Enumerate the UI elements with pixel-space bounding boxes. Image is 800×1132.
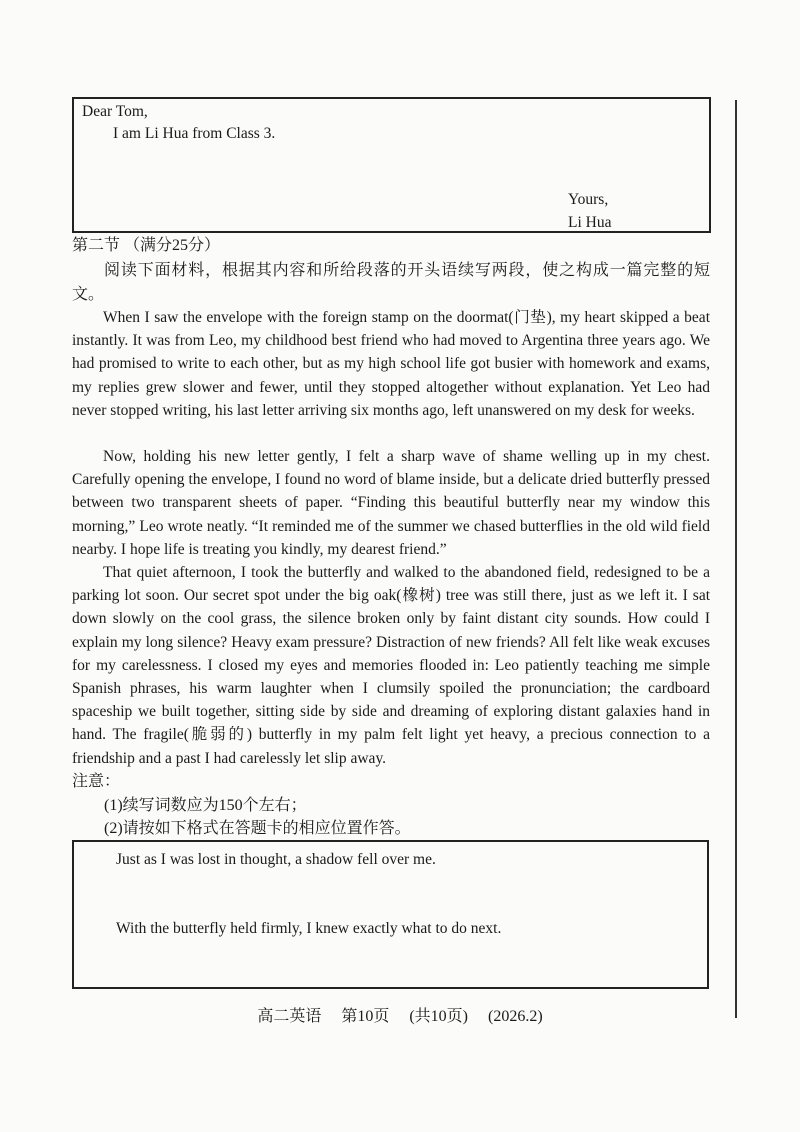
margin-line: [735, 100, 737, 1018]
footer-subject: 高二英语: [257, 1008, 322, 1025]
answer-box: [72, 840, 709, 989]
answer-paragraph-2-start: With the butterfly held firmly, I knew exactly what to do next.: [116, 920, 502, 937]
footer-page: 第10页: [341, 1008, 390, 1025]
notes-title: 注意：: [72, 773, 121, 790]
passage-paragraph-3: That quiet afternoon, I took the butterfly and walked to the abandoned field, redesigned to be a parking lot soon. Our secret spot under the big oak(橡树) tree was still there, just as we left it. I sat down slowly on the cool grass, the silence broken only by faint distant city sounds. How could I explain my long silence? Heavy exam pressure? Distraction of new friends? All felt like weak excuses for my carelessness. I closed my eyes and memories flooded in: Leo patiently teaching me simple Spanish phrases, his warm laughter when I clumsily spoiled the pronunciation; the cardboard spaceship we built together, sitting side by side and dreaming of exploring distant galaxies hand in hand. The fragile(脆弱的) butterfly in my palm felt light yet heavy, a precious connection to a friendship and a past I had carelessly let slip away.: [72, 564, 710, 767]
passage-paragraph-2: Now, holding his new letter gently, I felt a sharp wave of shame welling up in my chest. Carefully opening the envelope, I found no word of blame inside, but a delicate dried butterfly pressed between two transparent sheets of paper. “Finding this beautiful butterfly near my window this morning,” Leo wrote neatly. “It reminded me of the summer we chased butterflies in the old wild field nearby. I hope life is treating you kindly, my dearest friend.”: [72, 448, 710, 558]
letter-closing: Yours,: [568, 191, 609, 208]
answer-paragraph-1-start: Just as I was lost in thought, a shadow fell over me.: [116, 851, 436, 868]
footer-total: (共10页): [409, 1008, 469, 1025]
section-instruction: 阅读下面材料，根据其内容和所给段落的开头语续写两段，使之构成一篇完整的短文。: [72, 262, 710, 303]
footer-date: (2026.2): [488, 1008, 543, 1025]
section-heading: 第二节 （满分25分）: [72, 237, 221, 254]
letter-signature: Li Hua: [568, 214, 612, 231]
letter-box: [72, 97, 711, 233]
note-item-1: (1)续写词数应为150个左右；: [104, 797, 307, 814]
letter-salutation: Dear Tom,: [82, 103, 148, 120]
passage-paragraph-1: When I saw the envelope with the foreign stamp on the doormat(门垫), my heart skipped a beat instantly. It was from Leo, my childhood best friend who had moved to Argentina three years ago. We had promised to write to each other, but as my high school life got busier with homework and exams, my replies grew slower and fewer, until they stopped altogether without explanation. Yet Leo had never stopped writing, his last letter arriving six months ago, left unanswered on my desk for weeks.: [72, 309, 710, 419]
note-item-2: (2)请按如下格式在答题卡的相应位置作答。: [104, 820, 411, 837]
letter-opening: I am Li Hua from Class 3.: [113, 125, 276, 142]
page-footer: [0, 1003, 800, 1026]
